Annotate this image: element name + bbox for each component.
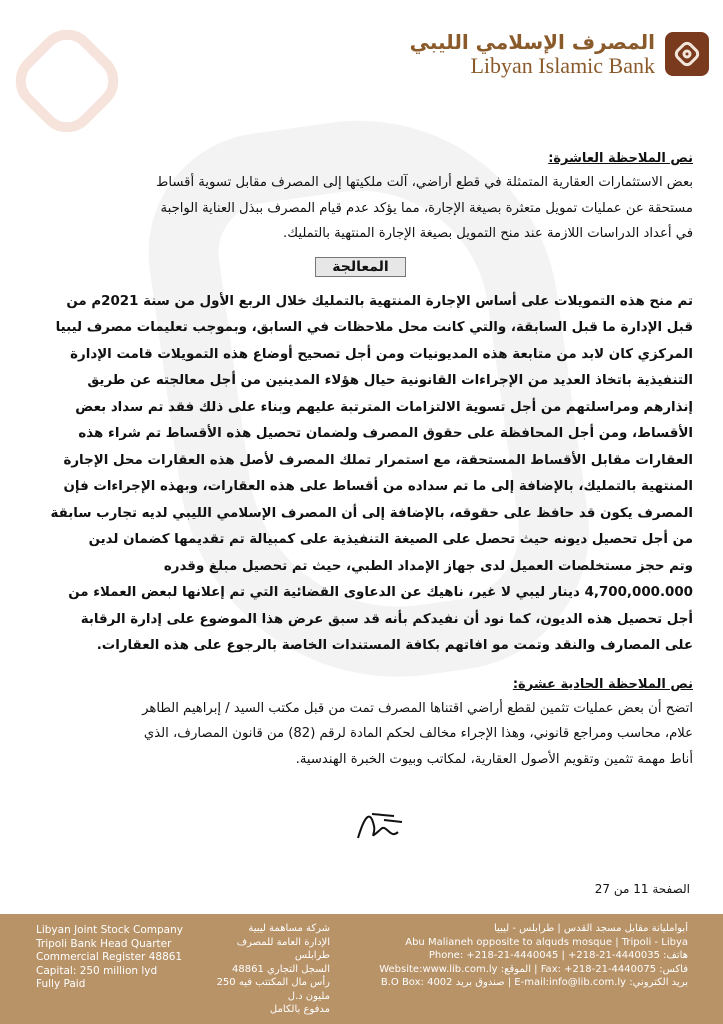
note11-heading: نص الملاحظة الحادية عشرة:	[512, 676, 693, 692]
note10-line: بعض الاستثمارات العقارية المتمثلة في قطع أراضي، آلت ملكيتها إلى المصرف مقابل تسوية أقساط	[156, 175, 693, 190]
footer-line: رأس مال المكتتب فيه 250 مليون د.ل	[216, 977, 330, 1002]
footer-line: السجل التجاري 48861	[232, 963, 330, 975]
footer-line: Commercial Register 48861	[36, 951, 183, 963]
treatment-line: المنتهية بالتمليك، بالإضافة إلى ما تم سداده من أقساط على هذه العقارات، وبهذه الإجراءات فإن	[63, 479, 693, 494]
page-number: الصفحة 11 من 27	[594, 882, 690, 896]
letterhead-footer	[0, 914, 723, 1024]
treatment-line: الأقساط، ومن أجل المحافظة على حقوق المصرف ولضمان تحصيل هذه الأقساط تم شراء هذه	[78, 426, 693, 441]
footer-line: Tripoli Bank Head Quarter	[36, 937, 172, 950]
bank-name-arabic: المصرف الإسلامي الليبي	[409, 30, 655, 54]
treatment-heading: المعالجة	[315, 257, 405, 277]
bank-name-english: Libyan Islamic Bank	[470, 53, 655, 78]
treatment-line: المركزي كان لابد من متابعة هذه المديونيات ومن أجل تصحيح أوضاع هذه التمويلات قامت الإدارة	[70, 346, 693, 362]
treatment-line: تم منح هذه التمويلات على أساس الإجارة المنتهية بالتمليك خلال الربع الأول من سنة 2021م من	[66, 293, 693, 309]
footer-website-fax: Website:www.lib.com.ly :الموقع | Fax: +218-21-4440075 :فاكس	[379, 963, 688, 975]
letter-body	[28, 148, 693, 772]
note11-line: اتضح أن بعض عمليات تثمين لقطع أراضي اقتناها المصرف تمت من قبل مكتب السيد / إبراهيم الطاهر	[142, 700, 693, 716]
footer-company-info-arabic	[200, 922, 330, 1017]
treatment-line: إنذارهم ومراسلتهم من أجل تسوية الالتزامات المترتبة عليهم وبناء على ذلك فقد تم سداد بعض	[75, 399, 693, 415]
treatment-line: من أجل تحصيل ديونه حيث تحصل على الصيغة التنفيذية على كمبيالة تم تقديمها كضمان لدين	[88, 532, 693, 547]
treatment-line: قبل الإدارة ما قبل السابقة، والتي كانت محل ملاحظات في السابق، وبموجب تعليمات مصرف ليبيا	[55, 320, 693, 335]
note10-line: مستحقة عن عمليات تمويل متعثرة بصيغة الإجارة، مما يؤكد عدم قيام المصرف ببذل العناية الواجبة	[160, 200, 693, 216]
treatment-line: على المصارف والنقد وتمت مو افاتهم بكافة المستندات الخاصة بالرجوع على هذه العقارات.	[96, 638, 693, 653]
footer-line: شركة مساهمة ليبية	[248, 923, 330, 934]
treatment-line: 4,700,000.000 دينار ليبي لا غير، ناهيك عن الدعاوى القضائية التي تم إعلانها لبعض العملاء من	[68, 585, 693, 600]
handwritten-signature	[350, 800, 410, 854]
treatment-line: وتم حجز مستخلصات العميل لدى جهاز الإمداد الطبي، حيث تم تحصيل مبلغ وقدره	[163, 558, 693, 574]
footer-company-info-english	[36, 924, 183, 992]
footer-line: الإدارة العامة للمصرف طرابلس	[236, 936, 330, 961]
note10-line: في أعداد الدراسات اللازمة عند منح التمويل بصيغة الإجارة المنتهية بالتمليك.	[283, 226, 693, 241]
faded-logo-watermark	[3, 17, 130, 144]
treatment-line: التنفيذية باتخاذ العديد من الإجراءات القانونية حيال هؤلاء المدينين من أجل معالجته عن طريق	[87, 373, 693, 388]
treatment-line: أجل تحصيل هذه الديون، كما نود أن نفيدكم بأنه قد سبق عرض هذا الموضوع على إدارة الرقابة	[80, 611, 693, 627]
treatment-line: العقارات مقابل الأقساط المستحقة، مع استمرار تملك المصرف لأصل هذه العقارات محل الإجارة	[63, 452, 693, 468]
footer-contact-info	[350, 922, 688, 990]
treatment-line: المصرف يكون قد حافظ على حقوقه، بالإضافة إلى أن المصرف الإسلامي الليبي لديه تجارب سابقة	[50, 505, 693, 521]
bank-header	[410, 30, 709, 78]
treatment-heading-box	[28, 257, 693, 277]
footer-address-ar: أبوامليانة مقابل مسجد القدس | طرابلس - ليبيا	[494, 923, 688, 934]
footer-line: Fully Paid	[36, 978, 86, 990]
note11-line: أناط مهمة تثمين وتقويم الأصول العقارية، لمكاتب وبيوت الخبرة الهندسية.	[295, 751, 693, 767]
note10-heading: نص الملاحظة العاشرة:	[548, 151, 693, 166]
footer-address-en: Abu Malianeh opposite to alquds mosque | Tripoli - Libya	[405, 936, 688, 948]
footer-line: Libyan Joint Stock Company	[36, 924, 183, 936]
footer-line: Capital: 250 million lyd	[36, 964, 158, 977]
bank-logo-icon	[665, 32, 709, 76]
footer-phone: Phone: +218-21-4440045 | +218-21-4440035 :هاتف	[428, 950, 688, 961]
footer-pobox-email: B.O Box: 4002 صندوق بريد | E-mail:info@lib.com.ly :بريد الكتروني	[380, 977, 688, 988]
footer-line: مدفوع بالكامل	[269, 1004, 330, 1015]
note11-line: علام، محاسب ومراجع قانوني، وهذا الإجراء مخالف لحكم المادة لرقم (82) من قانون المصارف، الذي	[143, 726, 693, 741]
